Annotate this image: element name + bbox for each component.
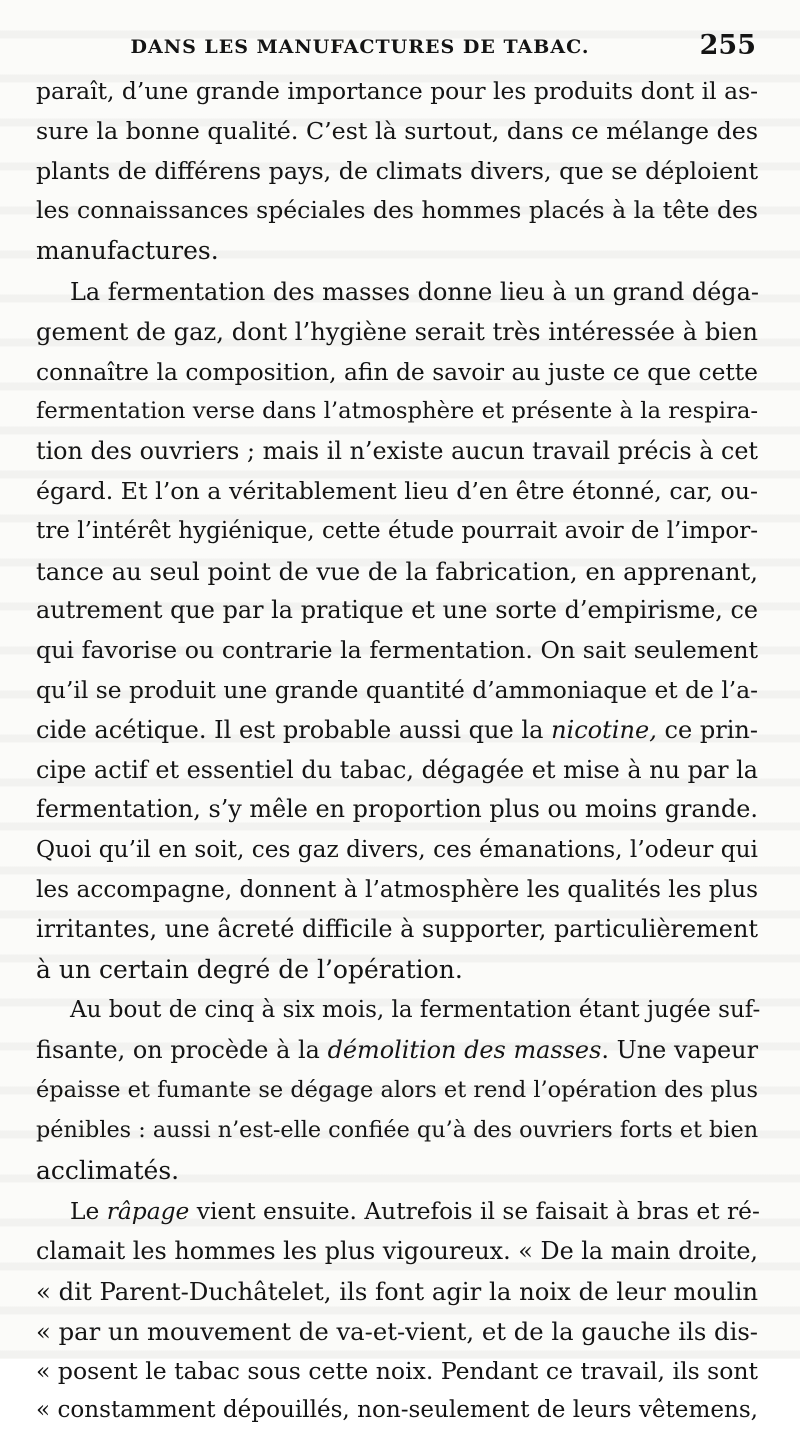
text-run: vient ensuite. Autrefois il se faisait à bras et ré-	[189, 1197, 760, 1226]
text-line: fermentation, s’y mêle en proportion plus ou moins grande.	[36, 795, 758, 824]
italic-term-demolition: démolition des masses	[327, 1036, 602, 1065]
text-line: « par un mouvement de va-et-vient, et de la gauche ils dis-	[36, 1316, 758, 1346]
text-line: La fermentation des masses donne lieu à un grand déga-	[70, 277, 759, 306]
text-line: fermentation verse dans l’atmosphère et présente à la respira-	[36, 398, 759, 425]
body-text	[36, 72, 761, 1431]
text-line: « constamment dépouillés, non-seulement de leurs vêtemens,	[36, 1397, 758, 1424]
text-line: cipe actif et essentiel du tabac, dégagée et mise à nu par la	[36, 755, 758, 784]
text-line: tance au seul point de vue de la fabrication, en apprenant,	[36, 556, 758, 586]
paragraph	[36, 72, 758, 271]
text-line: Au bout de cinq à six mois, la fermentation étant jugée suf-	[70, 997, 761, 1024]
text-line: sure la bonne qualité. C’est là surtout, dans ce mélange des	[36, 116, 758, 145]
paragraph	[36, 273, 758, 989]
text-line: clamait les hommes les plus vigoureux. « De la main droite,	[36, 1237, 758, 1266]
italic-term-nicotine: nicotine,	[551, 715, 657, 744]
text-line: plants de différens pays, de climats divers, que se déploient	[36, 156, 758, 185]
text-run: fisante, on procède à la	[36, 1036, 328, 1065]
text-run: . Une vapeur	[601, 1036, 758, 1065]
text-line: « posent le tabac sous cette noix. Pendant ce travail, ils sont	[36, 1356, 758, 1385]
text-line: tion des ouvriers ; mais il n’existe aucun travail précis à cet	[36, 437, 758, 466]
text-line: qui favorise ou contrarie la fermentation. On sait seulement	[36, 636, 758, 665]
text-line: connaître la composition, afin de savoir au juste ce que cette	[36, 357, 758, 386]
page-number: 255	[699, 30, 756, 61]
text-run: Le	[70, 1197, 107, 1226]
italic-term-rapage: râpage	[106, 1197, 190, 1226]
text-line: paraît, d’une grande importance pour les produits dont il as-	[36, 77, 758, 105]
text-line: pénibles : aussi n’est-elle confiée qu’à des ouvriers forts et bien	[36, 1116, 759, 1143]
paragraph	[36, 991, 761, 1190]
text-line: qu’il se produit une grande quantité d’ammoniaque et de l’a-	[36, 675, 758, 704]
text-line: acclimatés.	[36, 1155, 180, 1185]
text-line-with-italic	[36, 1192, 758, 1232]
text-line-with-italic	[36, 1031, 758, 1071]
text-line: égard. Et l’on a véritablement lieu d’en être étonné, car, ou-	[36, 476, 758, 505]
text-line: irritantes, une âcreté difficile à supporter, particulièrement	[36, 914, 758, 943]
running-head	[40, 30, 760, 64]
text-line: « dit Parent-Duchâtelet, ils font agir la noix de leur moulin	[36, 1276, 758, 1306]
text-line-with-italic	[36, 711, 758, 751]
text-run: ce prin-	[656, 715, 758, 744]
text-line: les connaissances spéciales des hommes placés à la tête des	[36, 196, 758, 225]
text-line: Quoi qu’il en soit, ces gaz divers, ces émanations, l’odeur qui	[36, 836, 758, 864]
text-line: tre l’intérêt hygiénique, cette étude pourrait avoir de l’impor-	[36, 517, 758, 544]
text-run: cide acétique. Il est probable aussi que la	[36, 715, 552, 744]
text-line: manufactures.	[36, 236, 219, 266]
paragraph	[36, 1192, 758, 1431]
text-line: épaisse et fumante se dégage alors et rend l’opération des plus	[36, 1076, 758, 1103]
text-line: autrement que par la pratique et une sorte d’empirisme, ce	[36, 596, 758, 625]
text-line: gement de gaz, dont l’hygiène serait très intéressée à bien	[36, 317, 758, 346]
running-title: DANS LES MANUFACTURES DE TABAC.	[130, 36, 590, 58]
text-line: à un certain degré de l’opération.	[36, 954, 463, 984]
text-line: les accompagne, donnent à l’atmosphère les qualités les plus	[36, 875, 758, 903]
